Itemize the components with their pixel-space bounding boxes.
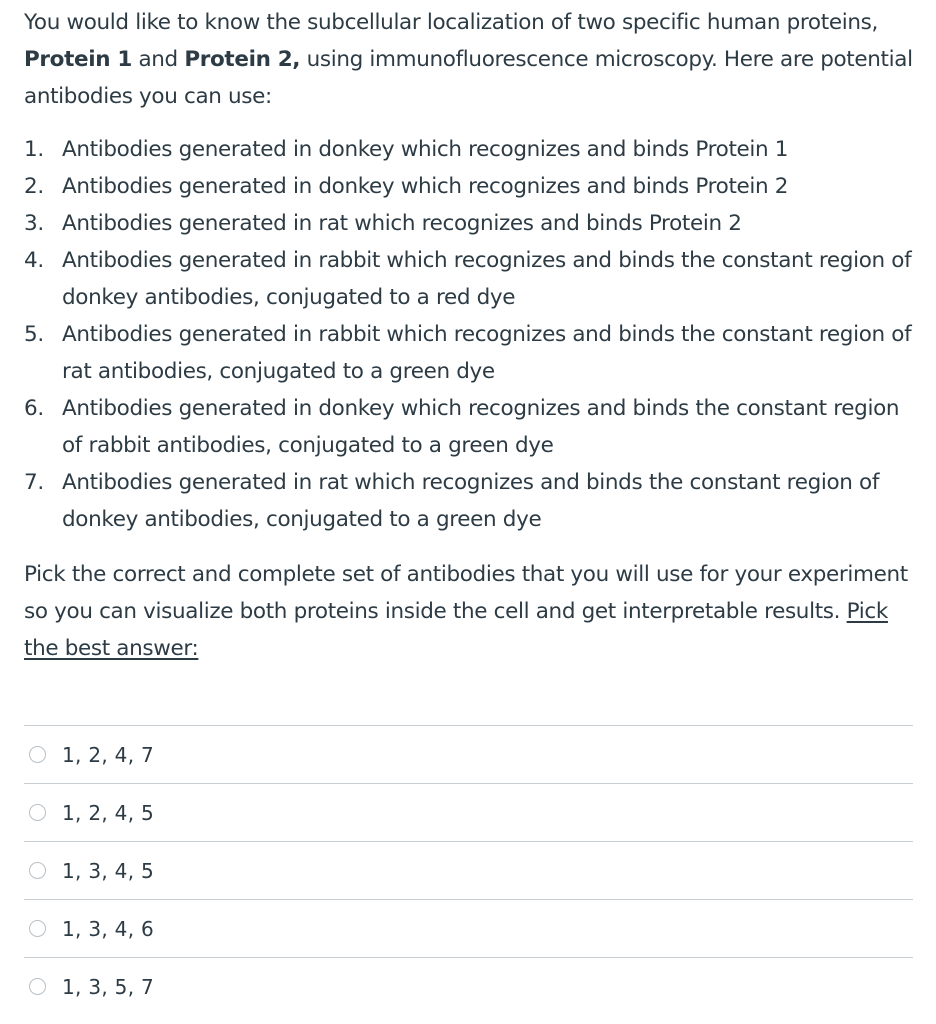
radio-button[interactable] — [29, 920, 46, 937]
antibody-item — [24, 390, 924, 464]
antibody-item — [24, 131, 924, 168]
question-intro — [24, 4, 924, 115]
prompt-text: Pick the correct and complete set of antibodies that you will use for your experiment so you can visualize both proteins inside the cell and get interpretable results. — [24, 562, 908, 624]
antibody-number: 5. — [24, 322, 44, 347]
answer-option[interactable] — [24, 725, 913, 783]
answer-label[interactable]: 1, 3, 4, 5 — [62, 858, 155, 883]
antibody-item — [24, 242, 924, 316]
antibody-item — [24, 464, 924, 538]
protein-2-label: Protein 2, — [184, 47, 301, 72]
antibody-item — [24, 205, 924, 242]
answer-label[interactable]: 1, 2, 4, 5 — [62, 800, 155, 825]
antibody-text: Antibodies generated in rat which recognizes and binds the constant region of donkey antibodies, conjugated to a green dye — [62, 470, 880, 532]
radio-button[interactable] — [29, 746, 46, 763]
antibody-item — [24, 168, 924, 205]
protein-1-label: Protein 1 — [24, 47, 132, 72]
antibody-number: 1. — [24, 137, 44, 162]
antibody-text: Antibodies generated in donkey which recognizes and binds Protein 1 — [62, 137, 789, 162]
antibody-text: Antibodies generated in rabbit which recognizes and binds the constant region of donkey antibodies, conjugated to a red dye — [62, 248, 912, 310]
antibody-number: 6. — [24, 396, 44, 421]
radio-button[interactable] — [29, 862, 46, 879]
antibody-number: 2. — [24, 174, 44, 199]
antibody-number: 7. — [24, 470, 44, 495]
antibody-text: Antibodies generated in donkey which recognizes and binds Protein 2 — [62, 174, 789, 199]
answer-label[interactable]: 1, 2, 4, 7 — [62, 742, 155, 767]
antibody-number: 3. — [24, 211, 44, 236]
prompt-emphasis: Pick the best answer: — [24, 599, 888, 661]
answer-option[interactable] — [24, 841, 913, 899]
answer-choices — [24, 725, 913, 1015]
radio-button[interactable] — [29, 978, 46, 995]
antibody-text: Antibodies generated in rabbit which recognizes and binds the constant region of rat antibodies, conjugated to a green dye — [62, 322, 912, 384]
question-text — [24, 4, 924, 667]
answer-option[interactable] — [24, 899, 913, 957]
intro-part2: using immunofluorescence microscopy. Here are potential antibodies you can use: — [24, 47, 913, 109]
antibody-text: Antibodies generated in donkey which recognizes and binds the constant region of rabbit antibodies, conjugated to a green dye — [62, 396, 900, 458]
antibody-number: 4. — [24, 248, 44, 273]
question-prompt — [24, 556, 924, 667]
intro-part1: You would like to know the subcellular localization of two specific human proteins, — [24, 10, 878, 35]
answer-label[interactable]: 1, 3, 4, 6 — [62, 916, 155, 941]
answer-label[interactable]: 1, 3, 5, 7 — [62, 974, 155, 999]
antibody-item — [24, 316, 924, 390]
answer-option[interactable] — [24, 957, 913, 1015]
radio-button[interactable] — [29, 804, 46, 821]
answer-option[interactable] — [24, 783, 913, 841]
intro-and: and — [131, 47, 185, 72]
antibody-text: Antibodies generated in rat which recognizes and binds Protein 2 — [62, 211, 742, 236]
antibody-list — [24, 131, 924, 538]
